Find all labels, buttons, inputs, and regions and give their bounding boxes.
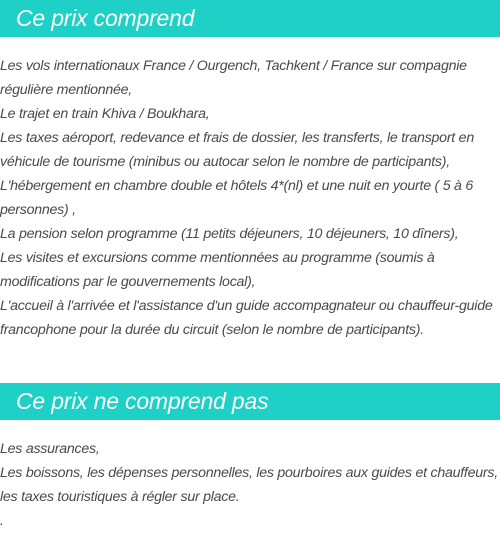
included-item: L'hébergement en chambre double et hôtels 4*(nl) et une nuit en yourte ( 5 à 6 personnes) , — [0, 178, 473, 218]
included-item: Les visites et excursions comme mentionnées au programme (soumis à modifications par le gouvernements local), — [0, 250, 435, 290]
excluded-item: . — [0, 513, 4, 529]
excluded-list — [0, 437, 500, 533]
included-item: Les vols internationaux France / Ourgench, Tachkent / France sur compagnie régulière mentionnée, — [0, 58, 467, 98]
excluded-item: Les boissons, les dépenses personnelles, les pourboires aux guides et chauffeurs, les taxes touristiques à régler sur place. — [0, 465, 498, 505]
included-item: L'accueil à l'arrivée et l'assistance d'un guide accompagnateur ou chauffeur-guide francophone pour la durée du circuit (selon le nombre de participants). — [0, 298, 493, 338]
excluded-section-header — [0, 383, 500, 420]
included-item: Les taxes aéroport, redevance et frais de dossier, les transferts, le transport en véhicule de tourisme (minibus ou autocar selon le nombre de participants), — [0, 130, 474, 170]
included-section-title: Ce prix comprend — [16, 5, 195, 31]
excluded-section-title: Ce prix ne comprend pas — [16, 388, 269, 414]
excluded-item: Les assurances, — [0, 441, 100, 457]
included-item: La pension selon programme (11 petits déjeuners, 10 déjeuners, 10 dîners), — [0, 226, 459, 242]
included-section-header — [0, 0, 500, 37]
included-list — [0, 54, 500, 342]
included-item: Le trajet en train Khiva / Boukhara, — [0, 106, 210, 122]
